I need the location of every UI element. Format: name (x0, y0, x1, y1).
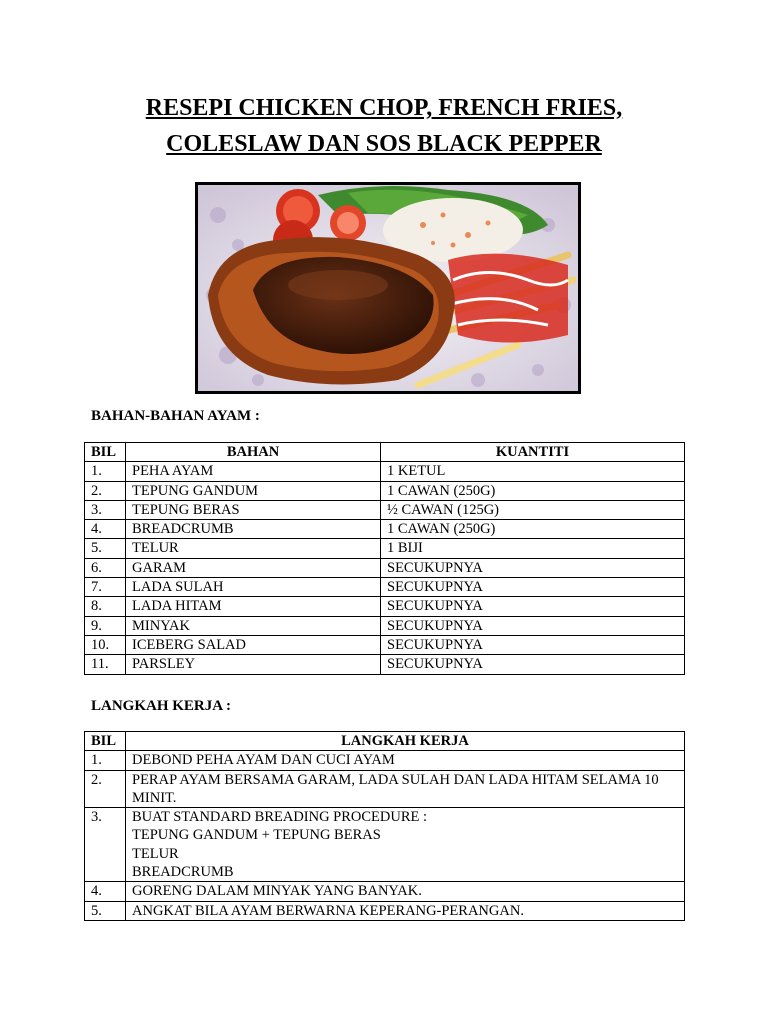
cell-bahan: MINYAK (126, 616, 381, 635)
cell-bahan: LADA SULAH (126, 578, 381, 597)
cell-bahan: ICEBERG SALAD (126, 635, 381, 654)
ingredients-header-row (85, 443, 685, 462)
step-line: PERAP AYAM BERSAMA GARAM, LADA SULAH DAN LADA HITAM SELAMA 10 MINIT. (132, 771, 659, 806)
cell-bil: 2. (85, 770, 126, 808)
table-row (85, 558, 685, 577)
step-line: GORENG DALAM MINYAK YANG BANYAK. (132, 883, 422, 900)
table-row (85, 481, 685, 500)
table-row (85, 882, 685, 901)
cell-bahan: TEPUNG BERAS (126, 500, 381, 519)
ingredients-table (84, 442, 685, 675)
cell-kuantiti: SECUKUPNYA (381, 597, 685, 616)
table-row (85, 597, 685, 616)
cell-langkah (126, 882, 685, 901)
cell-bil: 3. (85, 808, 126, 882)
header-bahan: BAHAN (126, 443, 381, 462)
cell-bil: 7. (85, 578, 126, 597)
cell-bil: 10. (85, 635, 126, 654)
cell-langkah (126, 751, 685, 770)
title-line-2: COLESLAW DAN SOS BLACK PEPPER (166, 131, 602, 157)
step-line: BREADCRUMB (132, 864, 234, 881)
dish-photo (195, 182, 581, 394)
cell-bahan: PEHA AYAM (126, 462, 381, 481)
steps-table (84, 731, 685, 921)
cell-bahan: TEPUNG GANDUM (126, 481, 381, 500)
cell-kuantiti: 1 CAWAN (250G) (381, 481, 685, 500)
cell-bahan: TELUR (126, 539, 381, 558)
page-title (0, 90, 768, 162)
step-line: DEBOND PEHA AYAM DAN CUCI AYAM (132, 752, 395, 769)
header-kuantiti: KUANTITI (381, 443, 685, 462)
table-row (85, 901, 685, 920)
steps-heading: LANGKAH KERJA : (91, 698, 232, 714)
table-row (85, 616, 685, 635)
cell-langkah (126, 808, 685, 882)
step-line: ANGKAT BILA AYAM BERWARNA KEPERANG-PERANGAN. (132, 902, 524, 919)
cell-kuantiti: 1 CAWAN (250G) (381, 520, 685, 539)
cell-bil: 9. (85, 616, 126, 635)
cell-bil: 8. (85, 597, 126, 616)
table-row (85, 655, 685, 674)
step-line: BUAT STANDARD BREADING PROCEDURE : (132, 809, 428, 826)
cell-kuantiti: ½ CAWAN (125G) (381, 500, 685, 519)
header-bil: BIL (85, 732, 126, 751)
ingredients-heading: BAHAN-BAHAN AYAM : (91, 408, 260, 424)
table-row (85, 462, 685, 481)
cell-bil: 5. (85, 901, 126, 920)
table-row (85, 808, 685, 882)
cell-kuantiti: SECUKUPNYA (381, 635, 685, 654)
cell-bil: 1. (85, 462, 126, 481)
title-line-1: RESEPI CHICKEN CHOP, FRENCH FRIES, (145, 95, 623, 121)
step-line: TEPUNG GANDUM + TEPUNG BERAS (132, 827, 381, 844)
cell-bil: 11. (85, 655, 126, 674)
table-row (85, 539, 685, 558)
cell-bil: 4. (85, 520, 126, 539)
cell-bahan: LADA HITAM (126, 597, 381, 616)
cell-kuantiti: SECUKUPNYA (381, 578, 685, 597)
steps-header-row (85, 732, 685, 751)
header-bil: BIL (85, 443, 126, 462)
cell-bil: 3. (85, 500, 126, 519)
cell-kuantiti: 1 KETUL (381, 462, 685, 481)
cell-kuantiti: 1 BIJI (381, 539, 685, 558)
dish-illustration (198, 185, 578, 391)
cell-langkah (126, 901, 685, 920)
cell-bil: 4. (85, 882, 126, 901)
cell-kuantiti: SECUKUPNYA (381, 655, 685, 674)
cell-bahan: GARAM (126, 558, 381, 577)
table-row (85, 635, 685, 654)
table-row (85, 500, 685, 519)
table-row (85, 770, 685, 808)
header-langkah: LANGKAH KERJA (126, 732, 685, 751)
cell-bahan: BREADCRUMB (126, 520, 381, 539)
step-line: TELUR (132, 845, 179, 862)
cell-langkah (126, 770, 685, 808)
cell-bil: 1. (85, 751, 126, 770)
cell-bil: 5. (85, 539, 126, 558)
table-row (85, 578, 685, 597)
cell-bahan: PARSLEY (126, 655, 381, 674)
cell-kuantiti: SECUKUPNYA (381, 558, 685, 577)
cell-kuantiti: SECUKUPNYA (381, 616, 685, 635)
table-row (85, 751, 685, 770)
cell-bil: 6. (85, 558, 126, 577)
table-row (85, 520, 685, 539)
cell-bil: 2. (85, 481, 126, 500)
